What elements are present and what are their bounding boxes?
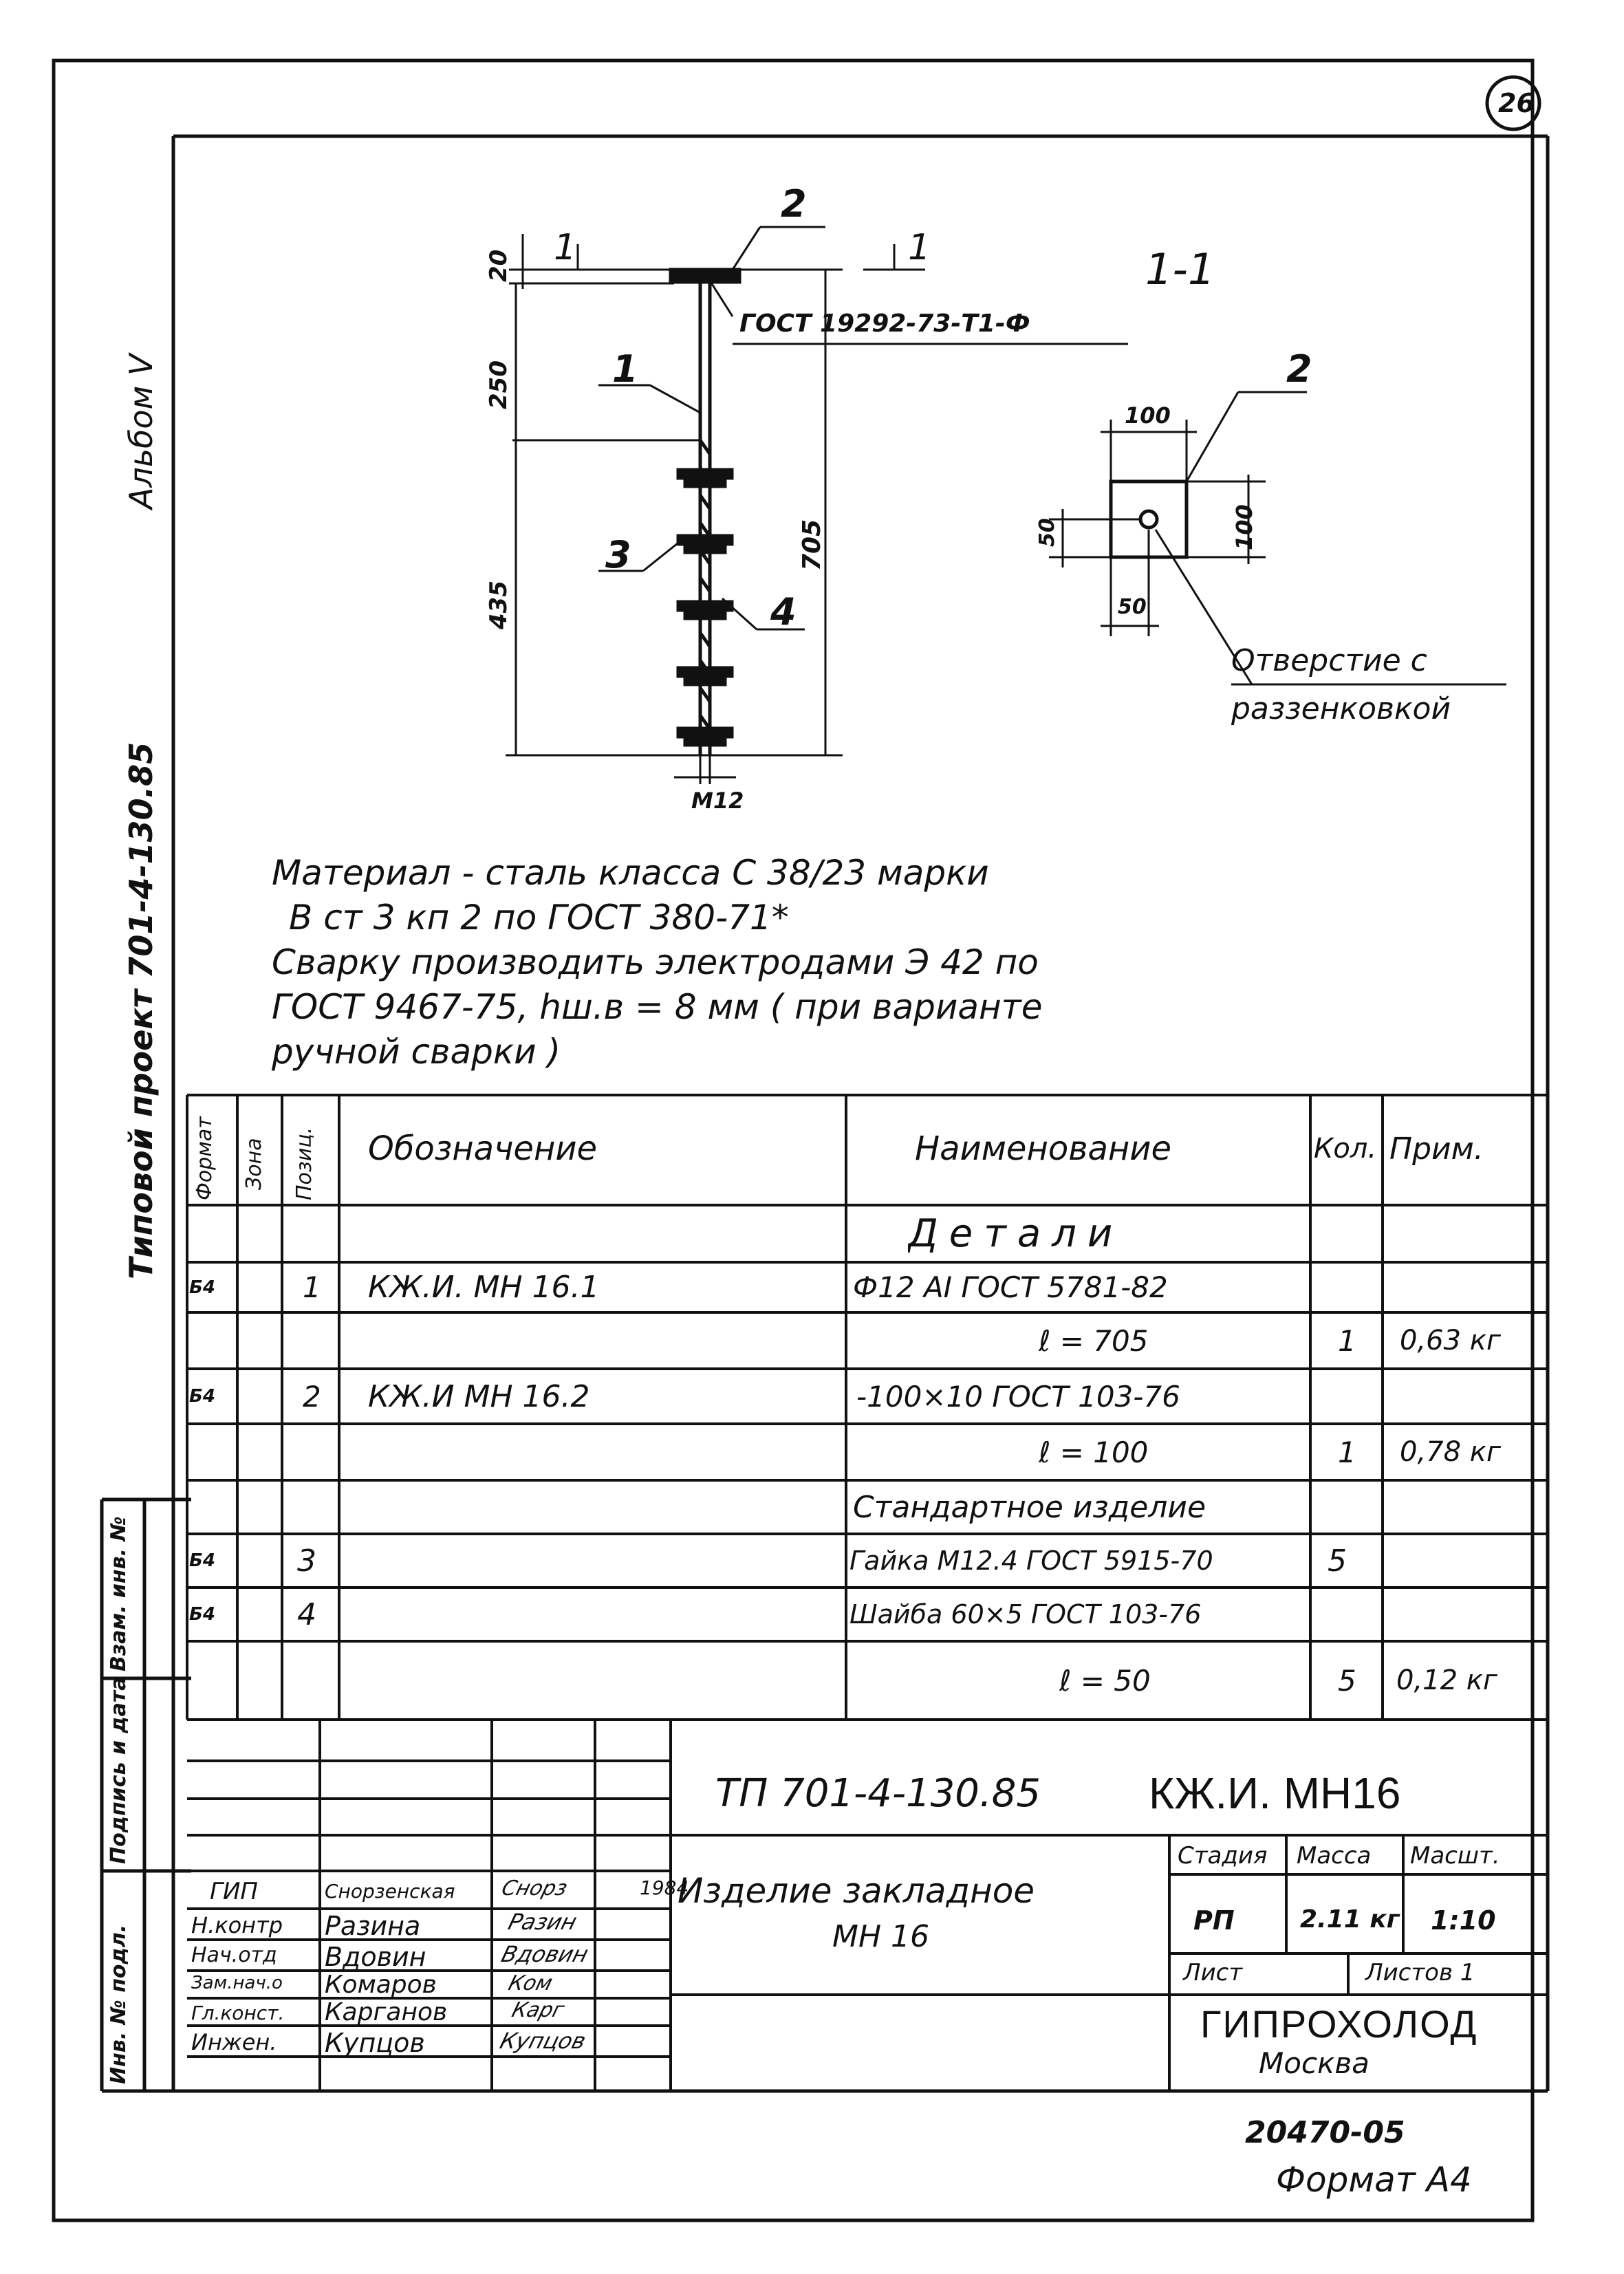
stamp-inv-podl: Инв. № подл. (107, 1924, 131, 2084)
row-6-pos: 3 (297, 1543, 316, 1579)
role-zamnach: Зам.нач.о (191, 1973, 283, 1993)
dim-hole-y: 50 (1035, 518, 1059, 547)
dim-lower: 435 (485, 581, 512, 629)
mass-value: 2.11 кг (1300, 1905, 1400, 1934)
row-8-name: ℓ = 50 (1059, 1663, 1151, 1698)
row-5-name: Стандартное изделие (853, 1489, 1206, 1525)
dim-top: 20 (485, 249, 512, 282)
scale-value: 1:10 (1431, 1905, 1496, 1936)
role-glkonst: Гл.конст. (191, 2002, 285, 2024)
sheets-label: Листов 1 (1365, 1959, 1475, 1986)
row-8-qty: 5 (1338, 1663, 1356, 1698)
row-1-format: Б4 (189, 1277, 215, 1298)
row-4-name: ℓ = 100 (1039, 1435, 1149, 1469)
row-2-name: ℓ = 705 (1039, 1323, 1149, 1358)
dim-thread: М12 (691, 788, 744, 814)
name-nachotd: Вдовин (325, 1942, 426, 1972)
role-gip: ГИП (210, 1878, 258, 1905)
row-6-qty: 5 (1328, 1543, 1347, 1579)
name-zamnach: Комаров (325, 1971, 437, 1999)
note-line-3: Сварку производить электродами Э 42 по (272, 942, 1039, 982)
hdr-note: Прим. (1389, 1131, 1484, 1167)
section-mark-left: 1 (554, 227, 577, 268)
stage-value: РП (1193, 1905, 1235, 1936)
doc-code: ТП 701-4-130.85 (715, 1771, 1041, 1816)
org-city: Москва (1259, 2046, 1369, 2080)
hdr-qty: Кол. (1314, 1133, 1377, 1165)
doc-number: 20470-05 (1245, 2115, 1405, 2150)
hdr-name: Наименование (915, 1129, 1172, 1168)
role-inzhen: Инжен. (191, 2029, 277, 2055)
hdr-designation: Обозначение (368, 1129, 598, 1168)
row-6-format: Б4 (189, 1550, 215, 1571)
note-line-1: Материал - сталь класса С 38/23 марки (272, 853, 989, 893)
dim-plate-w: 100 (1125, 402, 1171, 429)
dim-total: 705 (798, 519, 826, 571)
page-number: 26 (1498, 88, 1535, 118)
doc-mark: КЖ.И. МН16 (1149, 1768, 1401, 1818)
callout-3: 3 (605, 533, 631, 576)
row-1-designation: КЖ.И. МН 16.1 (368, 1270, 600, 1305)
dim-plate-h: 100 (1231, 504, 1257, 550)
year: 1984 (640, 1876, 689, 1899)
sheet-label: Лист (1183, 1959, 1243, 1986)
row-4-note: 0,78 кг (1400, 1436, 1501, 1468)
hdr-pos: Позиц. (292, 1127, 316, 1200)
project-label: Типовой проект 701-4-130.85 (122, 741, 160, 1279)
mass-label: Масса (1297, 1842, 1372, 1870)
hole-note-2: раззенковкой (1231, 691, 1451, 726)
item-name-1: Изделие закладное (678, 1871, 1035, 1911)
album-label: Альбом V (122, 354, 160, 509)
row-1-pos: 1 (303, 1270, 321, 1304)
role-nkontr: Н.контр (191, 1912, 283, 1938)
row-8-note: 0,12 кг (1396, 1665, 1497, 1696)
section-callout-2: 2 (1286, 347, 1312, 391)
stamp-signature-date: Подпись и дата (107, 1676, 131, 1864)
section-mark-right: 1 (908, 227, 931, 268)
hdr-format: Формат (193, 1116, 217, 1200)
note-line-4: ГОСТ 9467-75, hш.в = 8 мм ( при варианте (272, 987, 1043, 1027)
row-7-name: Шайба 60×5 ГОСТ 103-76 (849, 1599, 1202, 1629)
name-inzhen: Купцов (325, 2028, 425, 2058)
stamp-vzam-inv: Взам. инв. № (107, 1516, 131, 1671)
row-4-qty: 1 (1338, 1435, 1356, 1469)
section-title: 1-1 (1145, 244, 1215, 294)
scale-label: Масшт. (1410, 1842, 1500, 1870)
row-6-name: Гайка М12.4 ГОСТ 5915-70 (849, 1546, 1213, 1576)
item-name-2: МН 16 (832, 1919, 930, 1954)
row-2-qty: 1 (1338, 1323, 1356, 1358)
callout-2: 2 (781, 182, 807, 226)
signature: Разин (505, 1909, 580, 1935)
note-line-2: В ст 3 кп 2 по ГОСТ 380-71* (289, 898, 789, 938)
hole-note-1: Отверстие с (1231, 643, 1427, 678)
role-nachotd: Нач.отд (191, 1943, 277, 1967)
callout-1: 1 (612, 347, 638, 391)
signature: Ком (506, 1971, 555, 1995)
org-name: ГИПРОХОЛОД (1200, 2002, 1478, 2046)
dim-upper: 250 (485, 360, 512, 409)
signature: Карг (509, 1998, 567, 2022)
row-3-name: -100×10 ГОСТ 103-76 (856, 1379, 1180, 1414)
name-gip: Снорзенская (325, 1880, 455, 1903)
signature: Вдовин (498, 1941, 592, 1967)
row-1-name: Ф12 АI ГОСТ 5781-82 (853, 1270, 1168, 1304)
gost-weld: ГОСТ 19292-73-Т1-Ф (739, 310, 1030, 338)
hdr-zone: Зона (242, 1138, 266, 1190)
format-label: Формат А4 (1276, 2160, 1472, 2200)
note-line-5: ручной сварки ) (272, 1032, 561, 1072)
row-3-pos: 2 (303, 1379, 321, 1414)
row-3-format: Б4 (189, 1386, 215, 1407)
row-7-format: Б4 (189, 1604, 215, 1625)
row-2-note: 0,63 кг (1400, 1325, 1501, 1356)
name-glkonst: Карганов (325, 1998, 448, 2026)
row-3-designation: КЖ.И МН 16.2 (368, 1378, 590, 1414)
signature: Снорз (499, 1876, 570, 1901)
row-7-pos: 4 (297, 1596, 316, 1632)
name-nkontr: Разина (325, 1911, 421, 1941)
callout-4: 4 (770, 590, 797, 634)
signature: Купцов (497, 2028, 589, 2054)
row-0-name: Детали (908, 1211, 1124, 1256)
stage-label: Стадия (1178, 1842, 1268, 1870)
dim-hole-x: 50 (1118, 595, 1147, 619)
